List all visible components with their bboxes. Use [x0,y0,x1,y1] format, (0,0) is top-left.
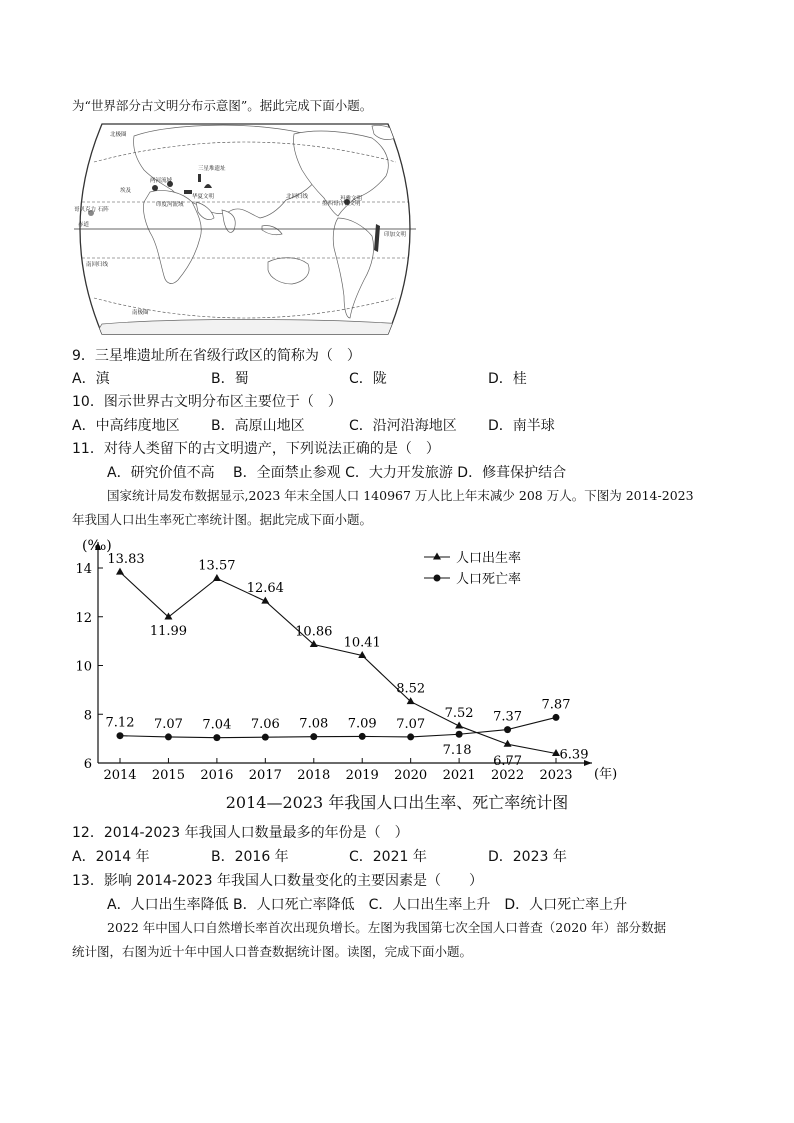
death-rate-data-label: 7.07 [153,716,183,732]
question-9-option-b: B．蜀 [211,371,249,387]
birth-rate-data-label: 11.99 [149,623,188,639]
legend-death-marker [434,575,441,582]
death-rate-data-label: 7.08 [299,716,329,732]
x-tick-label: 2014 [103,768,137,783]
map-label-gobekli: 哥贝克力 石阵 [74,207,109,213]
birth-rate-data-label: 6.39 [559,747,589,763]
y-tick-label: 14 [75,562,92,577]
birth-rate-data-label: 7.52 [444,705,474,721]
chart-title: 2014—2023 年我国人口出生率、死亡率统计图 [225,793,569,812]
death-rate-data-label: 7.12 [105,715,135,731]
question-12-option-a: A．2014 年 [72,849,150,865]
map-label-arctic: 北极圈 [110,132,127,138]
y-tick-label: 8 [83,708,92,724]
question-10-option-d: D．南半球 [488,418,555,434]
death-rate-point [407,733,414,740]
death-rate-data-label: 7.07 [396,716,426,732]
birth-rate-data-label: 13.57 [198,558,236,574]
map-label-tropic-north: 北回归线 [286,194,309,200]
question-12-option-d: D．2023 年 [488,849,567,865]
death-rate-data-label: 7.06 [250,717,280,733]
birth-rate-point [164,612,172,619]
map-label-indus: 印度河流域 [156,202,184,208]
death-rate-point [165,733,172,740]
map-label-equator: 赤道 [78,222,90,228]
x-tick-label: 2021 [442,768,476,783]
map-label-sanxingdui: 三星堆遗址 [198,166,226,172]
question-10-option-a: A．中高纬度地区 [72,418,180,434]
x-tick-label: 2022 [491,768,525,783]
question-10-option-b: B．高原山地区 [211,418,305,434]
legend-birth-marker [433,553,441,560]
death-rate-point [117,732,124,739]
map-label-antarctic: 南极圈 [132,310,149,316]
question-10-option-c: C．沿河沿海地区 [349,418,457,434]
birth-rate-data-label: 6.77 [493,754,523,770]
birth-rate-point [213,574,221,581]
question-11-options: A．研究价值不高 B．全面禁止参观 C．大力开发旅游 D．修葺保护结合 [107,465,567,481]
question-9-option-d: D．桂 [488,371,527,387]
x-tick-label: 2019 [345,768,379,783]
intro-text-map: 为“世界部分古文明分布示意图”。据此完成下面小题。 [72,98,373,113]
birth-rate-point [116,568,124,575]
birth-death-rate-line-chart [72,528,632,790]
x-tick-label: 2023 [539,768,573,783]
question-10-stem: 10．图示世界古文明分布区主要位于（ ） [72,394,342,410]
question-12-option-c: C．2021 年 [349,849,427,865]
intro-text-population-1: 国家统计局发布数据显示,2023 年末全国人口 140967 万人比上年末减少 208 万人。下图为 2014-2023 [107,488,694,503]
y-axis-unit: (‰) [82,538,112,554]
intro-text-population-2: 年我国人口出生率死亡率统计图。据此完成下面小题。 [72,512,373,527]
series-line-death-rate [120,717,556,737]
map-label-two-rivers: 两河流域 [150,178,173,184]
birth-rate-data-label: 8.52 [396,681,426,697]
intro-text-census-2: 统计图，右图为近十年中国人口普查数据统计图。读图，完成下面小题。 [72,944,473,959]
question-11-stem: 11．对待人类留下的古文明遗产，下列说法正确的是（ ） [72,441,440,457]
death-rate-data-label: 7.87 [541,697,571,713]
question-13-options: A．人口出生率降低 B．人口死亡率降低 C．人口出生率上升 D．人口死亡率上升 [107,897,628,913]
question-13-stem: 13．影响 2014-2023 年我国人口数量变化的主要因素是（ ） [72,873,484,889]
series-line-birth-rate [120,572,556,753]
birth-rate-data-label: 13.83 [107,552,145,568]
question-12-stem: 12．2014-2023 年我国人口数量最多的年份是（ ） [72,825,409,841]
map-label-egypt: 埃及 [120,188,132,194]
y-tick-label: 12 [75,610,92,626]
legend-death-label: 人口死亡率 [456,572,522,587]
death-rate-point [262,734,269,741]
map-label-andes: 玛雅文明 [340,196,363,202]
question-12-option-b: B．2016 年 [211,849,289,865]
birth-rate-data-label: 12.64 [246,581,284,597]
x-tick-label: 2017 [248,768,282,783]
birth-rate-point [310,640,318,647]
x-tick-label: 2018 [297,768,331,783]
y-tick-label: 10 [75,659,92,675]
x-tick-label: 2015 [151,768,185,783]
death-rate-point [553,714,560,721]
map-label-tropic-south: 南回归线 [86,262,109,268]
y-tick-label: 6 [83,757,92,772]
death-rate-data-label: 7.09 [347,716,377,732]
death-rate-point [213,734,220,741]
question-9-stem: 9．三星堆遗址所在省级行政区的简称为（ ） [72,348,361,364]
x-axis-unit: (年) [594,767,618,782]
x-tick-label: 2020 [394,768,428,783]
map-label-huaxia: 华夏文明 [192,194,215,200]
death-rate-data-label: 7.18 [442,743,472,759]
birth-rate-data-label: 10.41 [343,635,381,651]
map-label-inca: 印加文明 [384,232,407,238]
birth-rate-data-label: 10.86 [295,624,333,640]
death-rate-point [456,731,463,738]
intro-text-census-1: 2022 年中国人口自然增长率首次出现负增长。左图为我国第七次全国人口普查（2020 年）部分数据 [107,920,667,935]
legend-birth-label: 人口出生率 [456,551,522,566]
death-rate-point [359,733,366,740]
death-rate-data-label: 7.04 [202,717,232,733]
world-ancient-civilizations-map [72,118,418,340]
death-rate-point [504,726,511,733]
birth-rate-point [407,697,415,704]
x-tick-label: 2016 [200,768,234,783]
death-rate-point [310,733,317,740]
question-9-option-a: A．滇 [72,371,110,387]
death-rate-data-label: 7.37 [493,709,523,725]
question-9-option-c: C．陇 [349,371,387,387]
map-label-maya: 墨西哥古代文明 [322,201,361,207]
